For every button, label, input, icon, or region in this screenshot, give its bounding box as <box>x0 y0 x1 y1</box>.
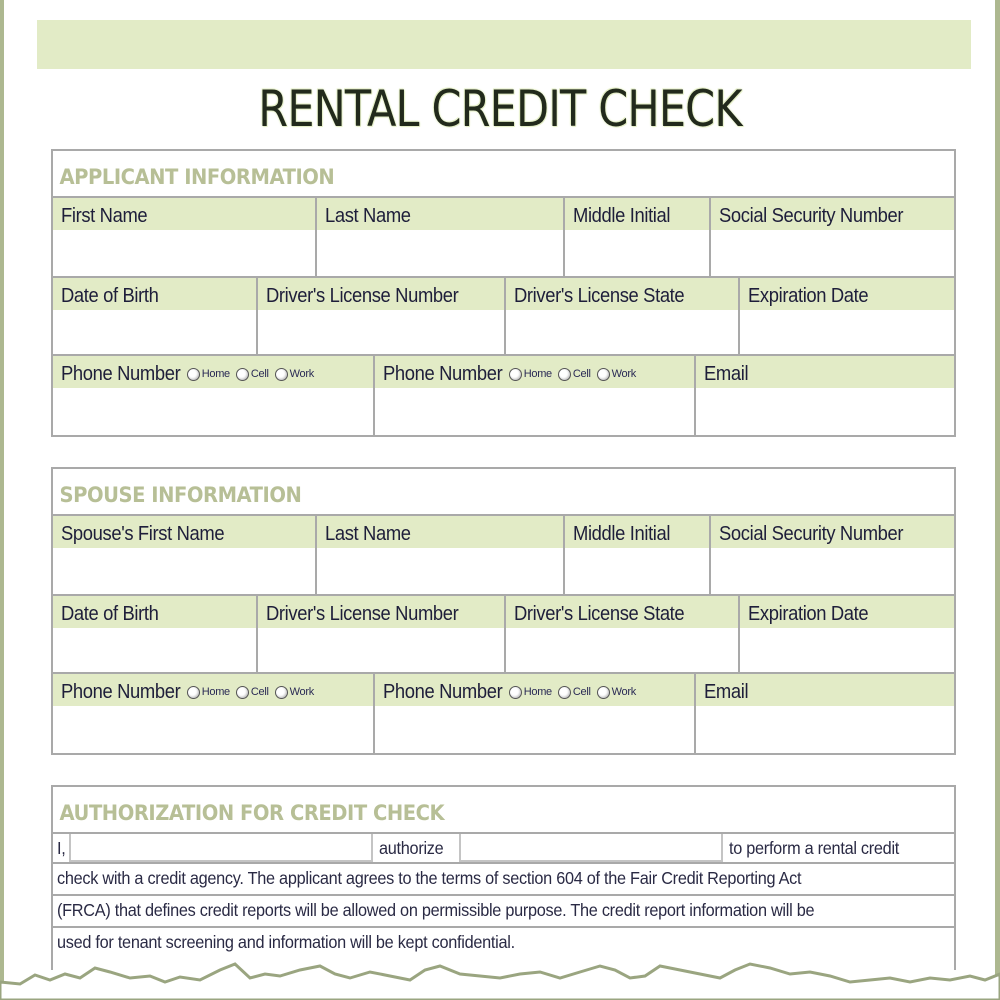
expiration-date-cell <box>738 278 954 354</box>
authorized-party-input[interactable] <box>459 834 723 862</box>
phone2-cell-radio[interactable]: Cell <box>558 368 591 381</box>
dob-cell <box>53 278 256 354</box>
spouse-first-name-field[interactable] <box>53 548 315 594</box>
spouse-expiration-date-cell <box>738 596 954 672</box>
spouse-phone2-home-radio[interactable]: Home <box>509 686 552 699</box>
radio-circle-icon <box>236 686 249 699</box>
spouse-phone2-cell-radio[interactable]: Cell <box>558 686 591 699</box>
spouse-email-label: Email <box>704 680 749 703</box>
spouse-middle-initial-field[interactable] <box>565 548 709 594</box>
spouse-license-number-field[interactable] <box>258 628 504 672</box>
email-label: Email <box>704 362 749 385</box>
authorization-line-3: used for tenant screening and information will be kept confidential. <box>57 932 515 952</box>
spouse-dob-field[interactable] <box>53 628 256 672</box>
authorization-section <box>51 785 956 970</box>
spouse-ssn-cell <box>709 516 954 594</box>
authorization-text-line <box>53 894 954 926</box>
section-title: AUTHORIZATION FOR CREDIT CHECK <box>59 801 445 825</box>
phone1-field[interactable] <box>53 388 373 435</box>
phone2-label: Phone Number <box>383 362 503 385</box>
spouse-phone1-work-radio[interactable]: Work <box>275 686 314 699</box>
spouse-phone1-cell-radio[interactable]: Cell <box>236 686 269 699</box>
authorization-text-line <box>53 926 954 958</box>
spouse-license-state-field[interactable] <box>506 628 738 672</box>
expiration-date-field[interactable] <box>740 310 954 354</box>
applicant-section <box>51 149 956 437</box>
spouse-email-cell <box>694 674 954 753</box>
phone1-home-radio[interactable]: Home <box>187 368 230 381</box>
spouse-last-name-field[interactable] <box>317 548 563 594</box>
radio-circle-icon <box>558 686 571 699</box>
spouse-phone2-cell <box>373 674 694 753</box>
spouse-middle-initial-cell <box>563 516 709 594</box>
spouse-dob-cell <box>53 596 256 672</box>
header-banner <box>37 20 971 69</box>
authorization-row-names <box>53 832 954 862</box>
radio-circle-icon <box>509 368 522 381</box>
spouse-middle-initial-label: Middle Initial <box>573 522 671 545</box>
authorization-suffix: to perform a rental credit <box>729 838 900 858</box>
ssn-cell <box>709 198 954 276</box>
license-state-cell <box>504 278 738 354</box>
phone1-label: Phone Number <box>61 362 181 385</box>
spouse-last-name-cell <box>315 516 563 594</box>
dob-field[interactable] <box>53 310 256 354</box>
spouse-expiration-date-field[interactable] <box>740 628 954 672</box>
email-field[interactable] <box>696 388 954 435</box>
last-name-label: Last Name <box>325 204 411 227</box>
applicant-row-license <box>53 276 954 354</box>
phone2-cell <box>373 356 694 435</box>
applicant-row-names <box>53 196 954 276</box>
authorization-text-line <box>53 862 954 894</box>
page-title: RENTAL CREDIT CHECK <box>258 80 742 138</box>
spouse-last-name-label: Last Name <box>325 522 411 545</box>
radio-circle-icon <box>597 368 610 381</box>
middle-initial-cell <box>563 198 709 276</box>
email-cell <box>694 356 954 435</box>
spouse-row-names <box>53 514 954 594</box>
spouse-phone2-field[interactable] <box>375 706 694 753</box>
ssn-label: Social Security Number <box>719 204 904 227</box>
radio-circle-icon <box>275 686 288 699</box>
authorization-line-1: check with a credit agency. The applicant agrees to the terms of section 604 of the Fair Credit Reporting Act <box>57 868 802 888</box>
radio-circle-icon <box>275 368 288 381</box>
license-number-field[interactable] <box>258 310 504 354</box>
section-title: APPLICANT INFORMATION <box>59 165 335 189</box>
spouse-section <box>51 467 956 755</box>
radio-circle-icon <box>236 368 249 381</box>
spouse-ssn-label: Social Security Number <box>719 522 904 545</box>
first-name-cell <box>53 198 315 276</box>
phone1-cell <box>53 356 373 435</box>
spouse-license-state-label: Driver's License State <box>514 602 685 625</box>
spouse-first-name-cell <box>53 516 315 594</box>
radio-circle-icon <box>509 686 522 699</box>
expiration-date-label: Expiration Date <box>748 284 869 307</box>
spouse-dob-label: Date of Birth <box>61 602 159 625</box>
authorization-middle: authorize <box>379 838 444 858</box>
radio-circle-icon <box>558 368 571 381</box>
spouse-row-license <box>53 594 954 672</box>
applicant-row-contact <box>53 354 954 435</box>
last-name-field[interactable] <box>317 230 563 276</box>
phone1-work-radio[interactable]: Work <box>275 368 314 381</box>
spouse-phone1-type-group <box>181 686 314 699</box>
phone1-cell-radio[interactable]: Cell <box>236 368 269 381</box>
applicant-name-input[interactable] <box>69 834 373 862</box>
authorization-prefix: I, <box>57 838 66 858</box>
torn-edge-decoration <box>0 960 1000 1000</box>
spouse-phone1-cell <box>53 674 373 753</box>
page-frame-right <box>995 0 1000 1000</box>
spouse-phone2-work-radio[interactable]: Work <box>597 686 636 699</box>
spouse-phone2-label: Phone Number <box>383 680 503 703</box>
spouse-email-field[interactable] <box>696 706 954 753</box>
page-frame-left <box>0 0 4 1000</box>
radio-circle-icon <box>187 686 200 699</box>
first-name-field[interactable] <box>53 230 315 276</box>
license-number-cell <box>256 278 504 354</box>
spouse-phone2-type-group <box>503 686 636 699</box>
spouse-phone1-field[interactable] <box>53 706 373 753</box>
spouse-ssn-field[interactable] <box>711 548 954 594</box>
phone2-home-radio[interactable]: Home <box>509 368 552 381</box>
spouse-license-state-cell <box>504 596 738 672</box>
middle-initial-field[interactable] <box>565 230 709 276</box>
spouse-first-name-label: Spouse's First Name <box>61 522 225 545</box>
radio-circle-icon <box>187 368 200 381</box>
spouse-phone1-label: Phone Number <box>61 680 181 703</box>
spouse-expiration-date-label: Expiration Date <box>748 602 869 625</box>
middle-initial-label: Middle Initial <box>573 204 671 227</box>
phone1-type-group <box>181 368 314 381</box>
spouse-license-number-cell <box>256 596 504 672</box>
spouse-license-number-label: Driver's License Number <box>266 602 459 625</box>
phone2-field[interactable] <box>375 388 694 435</box>
first-name-label: First Name <box>61 204 148 227</box>
license-state-label: Driver's License State <box>514 284 685 307</box>
license-state-field[interactable] <box>506 310 738 354</box>
authorization-line-2: (FRCA) that defines credit reports will be allowed on permissible purpose. The credit report information will be <box>57 900 815 920</box>
ssn-field[interactable] <box>711 230 954 276</box>
phone2-work-radio[interactable]: Work <box>597 368 636 381</box>
spouse-phone1-home-radio[interactable]: Home <box>187 686 230 699</box>
section-title: SPOUSE INFORMATION <box>59 483 302 507</box>
last-name-cell <box>315 198 563 276</box>
radio-circle-icon <box>597 686 610 699</box>
license-number-label: Driver's License Number <box>266 284 459 307</box>
spouse-row-contact <box>53 672 954 753</box>
phone2-type-group <box>503 368 636 381</box>
dob-label: Date of Birth <box>61 284 159 307</box>
